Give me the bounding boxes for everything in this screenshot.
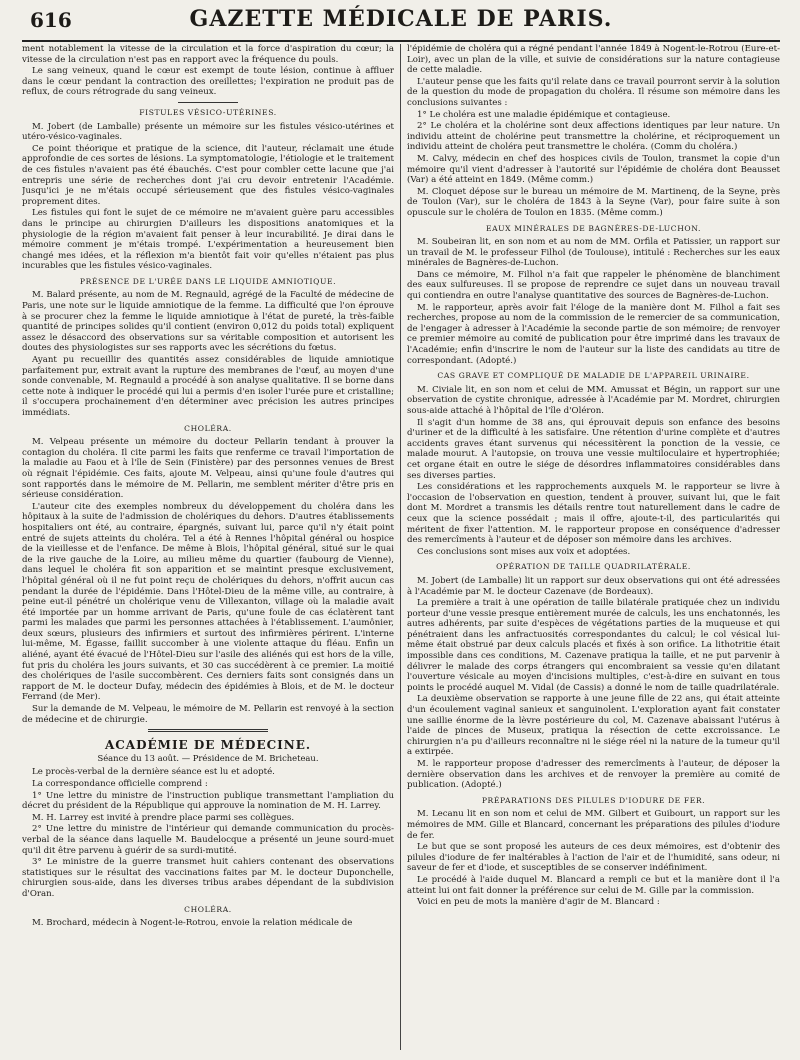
list-item: 1° Le choléra est une maladie épidémique et contagieuse. [417,109,671,120]
paragraph: M. Soubeiran lit, en son nom et au nom de MM. Orfila et Patissier, un rapport sur un travail de M. le professeur Filhol (de Toulouse), intitulé : Recherches sur les eaux minérales de Bagnères-de-Luchon. [407,237,780,269]
paragraph: La correspondance officielle comprend : [32,779,208,789]
paragraph: M. Calvy, médecin en chef des hospices civils de Toulon, transmet la copie d'un mémoire qu'il vient d'adresser à l'autorité sur l'épidémie de choléra dont Beausset (Var) a été atteint en 1849. (Même comm.) [407,153,780,186]
left-column [22,44,401,1050]
list-item: 1° Une lettre du ministre de l'instruction publique transmettant l'ampliation du décret du président de la République qui approuve la nomination de M. H. Larrey. [22,790,394,812]
session-line: Séance du 13 août. — Présidence de M. Bricheteau. [97,752,319,763]
list-item: 2° Une lettre du ministre de l'intérieur qui demande communication du procès-verbal de la séance dans laquelle M. Baudelocque a présenté un jeune sourd-muet qu'il dit être parvenu à guérir de sa surdi-mutité. [22,824,394,856]
section-heading: PRÉPARATIONS DES PILULES D'IODURE DE FER. [481,795,706,805]
list-item: 3° Le ministre de la guerre transmet huit cahiers contenant des observations statistiques sur le résultat des vaccinations faites par M. le docteur Duponchelle, chirurgien sous-aide, dans les diverses tribus arabes dépendant de la subdivision d'Oran. [22,857,394,899]
paragraph: La deuxième observation se rapporte à une jeune fille de 22 ans, qui était atteinte d'un écoulement vaginal sanieux et sanguinolent. L'exploration ayant fait constater une saillie énorme de la lèvre postérieure du col, M. Cazenave abaissant l'utérus à l'aide de pinces de Museux, pratiqua la résection de cette excroissance. Le chirurgien n'a pu d'ailleurs reconnaître ni le siége réel ni la nature de la tumeur qu'il a extirpée. [407,694,780,758]
paragraph: M. Cloquet dépose sur le bureau un mémoire de M. Martinenq, de la Seyne, près de Toulon (Var), sur le choléra de 1843 à la Seyne (Var), pour faire suite à son opuscule sur le choléra de Toulon en 1835. (Même comm.) [407,186,780,218]
paragraph: M. Lecanu lit en son nom et celui de MM. Gilbert et Guibourt, un rapport sur les mémoires de MM. Gille et Blancard, concernant les préparations des pilules d'iodure de fer. [407,809,780,841]
page-header [22,6,780,42]
paragraph: Les considérations et les rapprochements auxquels M. le rapporteur se livre à l'occasion de l'observation en question, tendent à prouver, suivant lui, que le fait dont M. Mordret a transmis les détails rentre tout naturellement dans le cadre de ceux que la science possédait ; mais il offre, ajoute-t-il, des particularités qui méritent de fixer l'attention. M. le rapporteur propose en conséquence d'adresser des remercîments à l'auteur et de déposer son mémoire dans les archives. [407,482,780,546]
paragraph: Dans ce mémoire, M. Filhol n'a fait que rappeler le phénomène de blanchiment des eaux sulfureuses. Il se propose de reprendre ce sujet dans un nouveau travail qui contiendra en outre l'analyse quantitative des sources de Bagnères-de-Luchon. [407,269,780,302]
section-heading: CAS GRAVE ET COMPLIQUÉ DE MALADIE DE L'APPAREIL URINAIRE. [437,371,750,381]
paragraph: Il s'agit d'un homme de 38 ans, qui éprouvait depuis son enfance des besoins d'uriner et de la difficulté à les satisfaire. Une rétention d'urine complète et d'autres accidents graves étant survenus qui nécessitèrent la ponction de la vessie, ce malade mourut. A l'autopsie, on trouva une vessie multiloculaire et hypertrophiée; cet organe était en outre le siége de désordres inflammatoires considérables dans ses diverses parties. [407,417,780,481]
paragraph: M. Balard présente, au nom de M. Regnauld, agrégé de la Faculté de médecine de Paris, une note sur le liquide amniotique de la femme. La difficulté que l'on éprouve à se procurer chez la femme le liquide amniotique à l'état de pureté, la très-faible quantité de principes solides qu'il contient (environ 0,012 du poids total) expliquent assez le désaccord des observations sur sa véritable composition et autorisent les doutes des physiologistes sur ses rapports avec les sécrétions du fœtus. [22,290,394,354]
divider [148,729,268,732]
list-item: M. H. Larrey est invité à prendre place parmi ses collègues. [32,812,295,823]
divider [178,102,238,103]
paragraph: M. le rapporteur propose d'adresser des remercîments à l'auteur, de déposer la dernière observation dans les archives et de renvoyer la première au comité de publication. (Adopté.) [407,759,780,791]
academy-heading: ACADÉMIE DE MÉDECINE. [104,738,312,753]
right-column [401,44,780,1050]
paragraph: L'auteur cite des exemples nombreux du développement du choléra dans les hôpitaux à la suite de l'admission de cholériques du dehors. D'autres établissements hospitaliers ont été, au contraire, épargnés, suivant lui, parce qu'il n'y était point entré de sujets atteints du choléra. Tel a été à Rennes l'hôpital général ou hospice de la vieillesse et de l'enfance. De même à Blois, l'hôpital général, situé sur le quai de la rive gauche de la Loire, au milieu même du quartier (faubourg de Vienne), dans lequel le choléra fit son apparition et se maintint presque exclusivement, l'hôpital général où il ne fut point reçu de cholériques du dehors, n'offrit aucun cas pendant la durée de l'épidémie. Dans l'Hôtel-Dieu de la même ville, au contraire, à peine eut-il pénétré un cholérique venu de Villexanton, village où la maladie avait été importée par un homme arrivant de Paris, qu'une foule de cas éclatèrent tant parmi les malades que parmi les personnes attachées à l'établissement. L'aumônier, deux sœurs, plusieurs des infirmiers et surtout des infirmières périrent. L'interne lui-même, M. Égasse, faillit succomber à une violente attaque du fléau. Enfin un aliéné, ayant été évacué de l'Hôtel-Dieu sur l'asile des aliénés qui est hors de la ville, fut pris du choléra les jours suivants, et 30 cas succédèrent à ce premier. La moitié des cholériques de l'asile succombèrent. Ces derniers faits sont consignés dans un rapport de M. le docteur Dufay, médecin des épidémies à Blois, et de M. le docteur Ferrand (de Mer). [22,501,394,703]
section-heading: CHOLÉRA. [184,904,232,914]
paragraph: L'auteur pense que les faits qu'il relate dans ce travail pourront servir à la solution de la question du mode de propagation du choléra. Il résume son mémoire dans les conclusions suivantes : [407,76,780,108]
paragraph: M. Jobert (de Lamballe) lit un rapport sur deux observations qui ont été adressées à l'Académie par M. le docteur Cazenave (de Bordeaux). [407,575,780,597]
paragraph: ment notablement la vitesse de la circulation et la force d'aspiration du cœur; la vitesse de la circulation n'est pas en rapport avec la fréquence du pouls. [22,44,394,65]
paragraph: Le sang veineux, quand le cœur est exempt de toute lésion, continue à affluer dans le cœur pendant la contraction des oreillettes; l'expiration ne produit pas de reflux, de cours rétrograde du sang veineux. [22,66,394,98]
paragraph: Voici en peu de mots la manière d'agir de M. Blancard : [417,897,660,908]
paragraph: Ces conclusions sont mises aux voix et adoptées. [417,546,631,557]
paragraph: La première a trait à une opération de taille bilatérale pratiquée chez un individu porteur d'une vessie presque entièrement murée de calculs, les uns enchatonnés, les autres adhérents, par suite d'espèces de végétations parties de la muqueuse et qui pénétraient dans les anfractuosités correspondantes du calcul; le col vésical lui-même était obstrué par deux calculs placés et fixés à son orifice. La lithotritie était impossible dans ces conditions, M. Cazenave pratiqua la taille, et ne put parvenir à délivrer le malade des corps étrangers qui encombraient sa vessie qu'en dilatant l'ouverture vésicale au moyen d'incisions multiples, c'est-à-dire en suivant en tous points le procédé auquel M. Vidal (de Cassis) a donné le nom de taille quadrilatérale. [407,598,780,693]
paragraph: l'épidémie de choléra qui a régné pendant l'année 1849 à Nogent-le-Rotrou (Eure-et-Loir), avec un plan de la ville, et suivie de considérations sur la nature contagieuse de cette maladie. [407,44,780,76]
section-heading: CHOLÉRA. [184,423,232,433]
paragraph: M. Jobert (de Lamballe) présente un mémoire sur les fistules vésico-utérines et utéro-vésico-vaginales. [22,121,394,143]
text-columns [22,44,780,1050]
paragraph: M. Brochard, médecin à Nogent-le-Rotrou, envoie la relation médicale de [32,918,353,929]
section-heading: OPÉRATION DE TAILLE QUADRILATÉRALE. [496,562,691,572]
section-heading: FISTULES VÉSICO-UTÉRINES. [139,107,277,117]
section-heading: PRÉSENCE DE L'URÉE DANS LE LIQUIDE AMNIOTIQUE. [79,276,337,286]
list-item: 2° Le choléra et la cholérine sont deux affections identiques par leur nature. Un individu atteint de cholérine peut transmettre la cholérine, et réciproquement un individu atteint de choléra peut transmettre le choléra. (Comm du choléra.) [407,121,780,153]
paragraph: Le procédé à l'aide duquel M. Blancard a rempli ce but et la manière dont il l'a atteint lui ont fait donner la préférence sur celui de M. Gille par la commission. [407,874,780,896]
paragraph: Le procès-verbal de la dernière séance est lu et adopté. [32,767,275,778]
section-heading: EAUX MINÉRALES DE BAGNÈRES-DE-LUCHON. [485,223,702,233]
paragraph: M. le rapporteur, après avoir fait l'éloge de la manière dont M. Filhol a fait ses recherches, propose au nom de la commission de le remercier de sa communication, de l'engager à adresser à l'Académie la seconde partie de son mémoire; de renvoyer ce premier mémoire au comité de publication pour être imprimé dans les travaux de l'Académie; enfin d'inscrire le nom de l'auteur sur la liste des candidats au titre de correspondant. (Adopté.) [407,302,780,366]
paragraph: M. Velpeau présente un mémoire du docteur Pellarin tendant à prouver la contagion du choléra. Il cite parmi les faits que renferme ce travail l'importation de la maladie au Faou et à l'île de Sein (Finistère) par des personnes venues de Brest où régnait l'épidémie. Ces faits, ajoute M. Velpeau, ainsi qu'une foule d'autres qui sont rapportés dans le mémoire de M. Pellarin, me semblent mériter d'être pris en sérieuse considération. [22,437,394,501]
page-number: 616 [30,8,72,32]
paragraph: Sur la demande de M. Velpeau, le mémoire de M. Pellarin est renvoyé à la section de médecine et de chirurgie. [22,704,394,725]
paragraph: Ce point théorique et pratique de la science, dit l'auteur, réclamait une étude approfondie de ces sortes de lésions. La symptomatologie, l'étiologie et le traitement de ces fistules n'avaient pas été ébauchés. C'est pour combler cette lacune que j'ai entrepris une série de recherches dont j'ai cru devoir entretenir l'Académie. Jusqu'ici je ne m'étais occupé sérieusement que des fistules vésico-vaginales proprement dites. [22,143,394,207]
paragraph: M. Civiale lit, en son nom et celui de MM. Amussat et Bégin, un rapport sur une observation de cystite chronique, adressée à l'Académie par M. Mordret, chirurgien sous-aide attaché à l'hôpital de l'île d'Oléron. [407,384,780,416]
paragraph: Ayant pu recueillir des quantités assez considérables de liquide amniotique parfaitement pur, extrait avant la rupture des membranes de l'œuf, au moyen d'une sonde convenable, M. Regnauld a procédé à son analyse qualitative. Il se borne dans cette note à indiquer le procédé qui lui a permis d'en isoler l'urée pure et cristalline; il s'occupera prochainement d'en déterminer avec précision les autres principes immédiats. [22,355,394,418]
journal-title: GAZETTE MÉDICALE DE PARIS. [189,6,613,32]
paragraph: Le but que se sont proposé les auteurs de ces deux mémoires, est d'obtenir des pilules d'iodure de fer inaltérables à l'action de l'air et de l'humidité, sans odeur, ni saveur de fer et d'iode, et susceptibles de se conserver indéfiniment. [407,842,780,874]
paragraph: Les fistules qui font le sujet de ce mémoire ne m'avaient guère paru accessibles dans le principe au chirurgien D'ailleurs les dispositions anatomiques et la physiologie de la région m'avaient fait penser à leur incurabilité. Je dirai dans le mémoire comment je m'étais trompé. L'expérimentation a heureusement bien changé mes idées, et la réflexion m'a bientôt fait voir qu'elles n'étaient pas plus incurables que les fistules vésico-vaginales. [22,208,394,272]
